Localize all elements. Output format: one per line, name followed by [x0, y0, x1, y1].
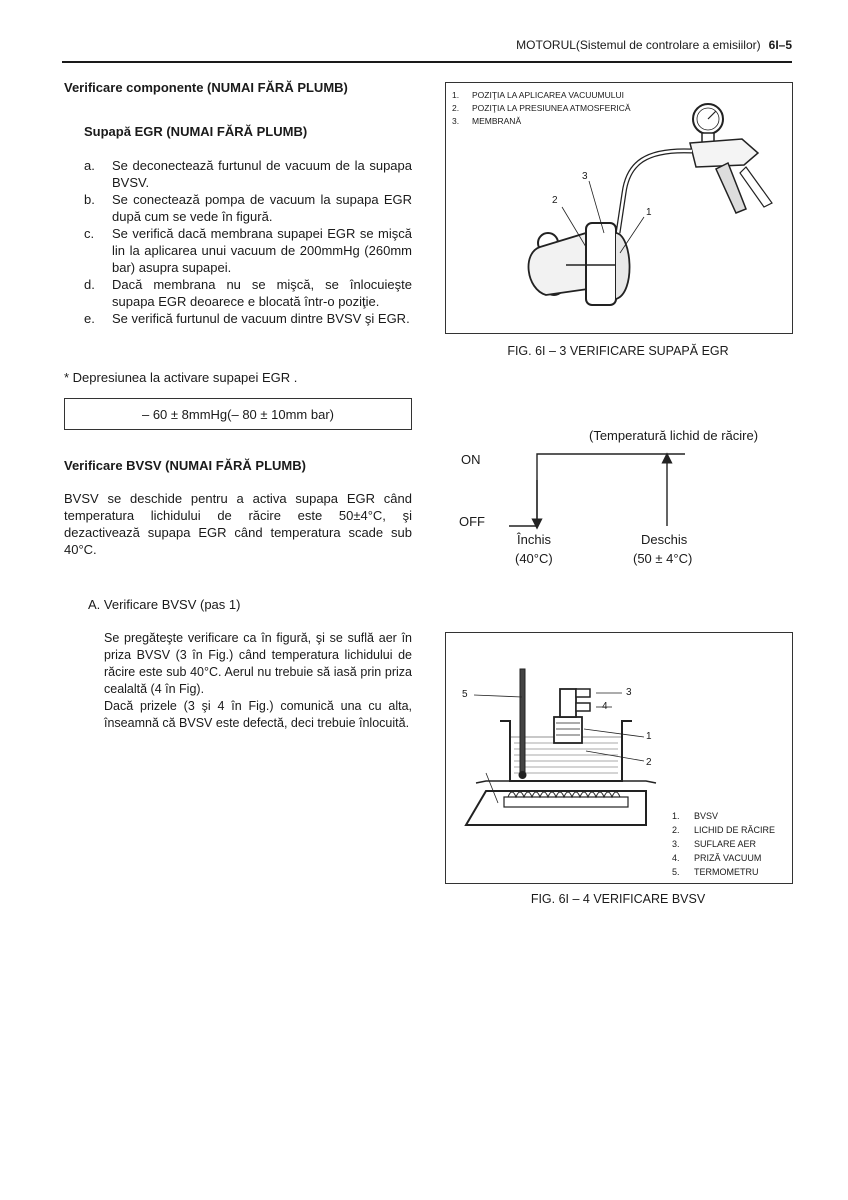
activation-note: * Depresiunea la activare supapei EGR . — [64, 370, 298, 385]
callout-1: 1 — [646, 731, 652, 742]
figure-egr-valve — [445, 82, 793, 334]
fig2-caption: FIG. 6I – 4 VERIFICARE BVSV — [530, 892, 706, 906]
egr-subtitle: Supapă EGR (NUMAI FĂRĂ PLUMB) — [84, 124, 308, 139]
callout-2: 2 — [552, 195, 558, 206]
bvsv-subtitle: Verificare BVSV (NUMAI FĂRĂ PLUMB) — [64, 458, 306, 473]
fig1-caption: FIG. 6I – 3 VERIFICARE SUPAPĂ EGR — [507, 344, 729, 358]
header-divider — [62, 61, 792, 63]
step-a-paragraph-2: Dacă prizele (3 şi 4 în Fig.) comunică una cu alta, înseamnă că BVSV este defectă, deci trebuie înlocuită. — [104, 699, 412, 730]
list-item: c. Se verifică dacă membrana supapei EGR se mişcă lin la aplicarea unui vacuum de 200mmHg (260mm bar) asupra supapei. — [84, 226, 412, 275]
egr-steps-list — [84, 157, 412, 327]
legend-item: 4. PRIZĂ VACUUM — [672, 853, 762, 863]
callout-2: 2 — [646, 757, 652, 768]
bvsv-switch-diagram — [445, 420, 791, 580]
callout-4: 4 — [602, 701, 608, 712]
step-a-text — [104, 630, 412, 732]
page-number: 6I–5 — [768, 38, 792, 52]
open-label: Deschis — [641, 532, 688, 547]
page-header — [516, 38, 792, 52]
legend-item: 3. MEMBRANĂ — [452, 116, 522, 126]
closed-label: Închis — [517, 532, 551, 547]
list-item: d. Dacă membrana nu se mişcă, se înlocuieşte supapa EGR deoarece e blocată într-o poziţie. — [84, 277, 412, 309]
callout-3: 3 — [626, 687, 632, 698]
step-a-title: A. Verificare BVSV (pas 1) — [88, 597, 241, 612]
legend-item: 1. BVSV — [672, 811, 719, 821]
figure-bvsv — [445, 632, 793, 884]
value-text: – 60 ± 8mmHg(– 80 ± 10mm bar) — [141, 406, 334, 422]
value-box — [64, 398, 412, 430]
list-item: e. Se verifică furtunul de vacuum dintre BVSV şi EGR. — [84, 311, 410, 326]
callout-5: 5 — [462, 689, 468, 700]
legend-item: 2. POZIŢIA LA PRESIUNEA ATMOSFERICĂ — [452, 103, 631, 113]
egr-valve-illustration — [446, 83, 792, 333]
callout-3: 3 — [582, 171, 588, 182]
on-label: ON — [461, 452, 481, 467]
header-title: MOTORUL(Sistemul de controlare a emisiilor) — [516, 38, 761, 52]
bvsv-paragraph: BVSV se deschide pentru a activa supapa EGR când temperatura lichidului de răcire este 50±4°C, şi dezactivează supapa EGR când temperatura scade sub 40°C. — [64, 491, 412, 557]
list-item: b. Se conectează pompa de vacuum la supapa EGR după cum se vede în figură. — [84, 192, 412, 224]
legend-item: 5. TERMOMETRU — [672, 867, 759, 877]
list-item: a. Se deconectează furtunul de vacuum de la supapa BVSV. — [84, 158, 412, 190]
off-label: OFF — [459, 514, 485, 529]
open-temp: (50 ± 4°C) — [633, 551, 693, 566]
legend-item: 3. SUFLARE AER — [672, 839, 757, 849]
legend-item: 1. POZIŢIA LA APLICAREA VACUUMULUI — [452, 90, 624, 100]
section-title: Verificare componente (NUMAI FĂRĂ PLUMB) — [64, 80, 348, 95]
step-a-paragraph-1: Se pregăteşte verificare ca în figură, şi se suflă aer în priza BVSV (3 în Fig.) când temperatura lichidului de răcire este sub 40°C. Aerul nu trebuie să iasă prin priza cealaltă (4 în Fig). — [104, 631, 412, 696]
callout-1: 1 — [646, 207, 652, 218]
fig2-legend — [672, 809, 775, 879]
switch-lines — [445, 420, 791, 580]
closed-temp: (40°C) — [515, 551, 553, 566]
legend-item: 2. LICHID DE RĂCIRE — [672, 825, 776, 835]
chart-header-label: (Temperatură lichid de răcire) — [589, 428, 759, 443]
